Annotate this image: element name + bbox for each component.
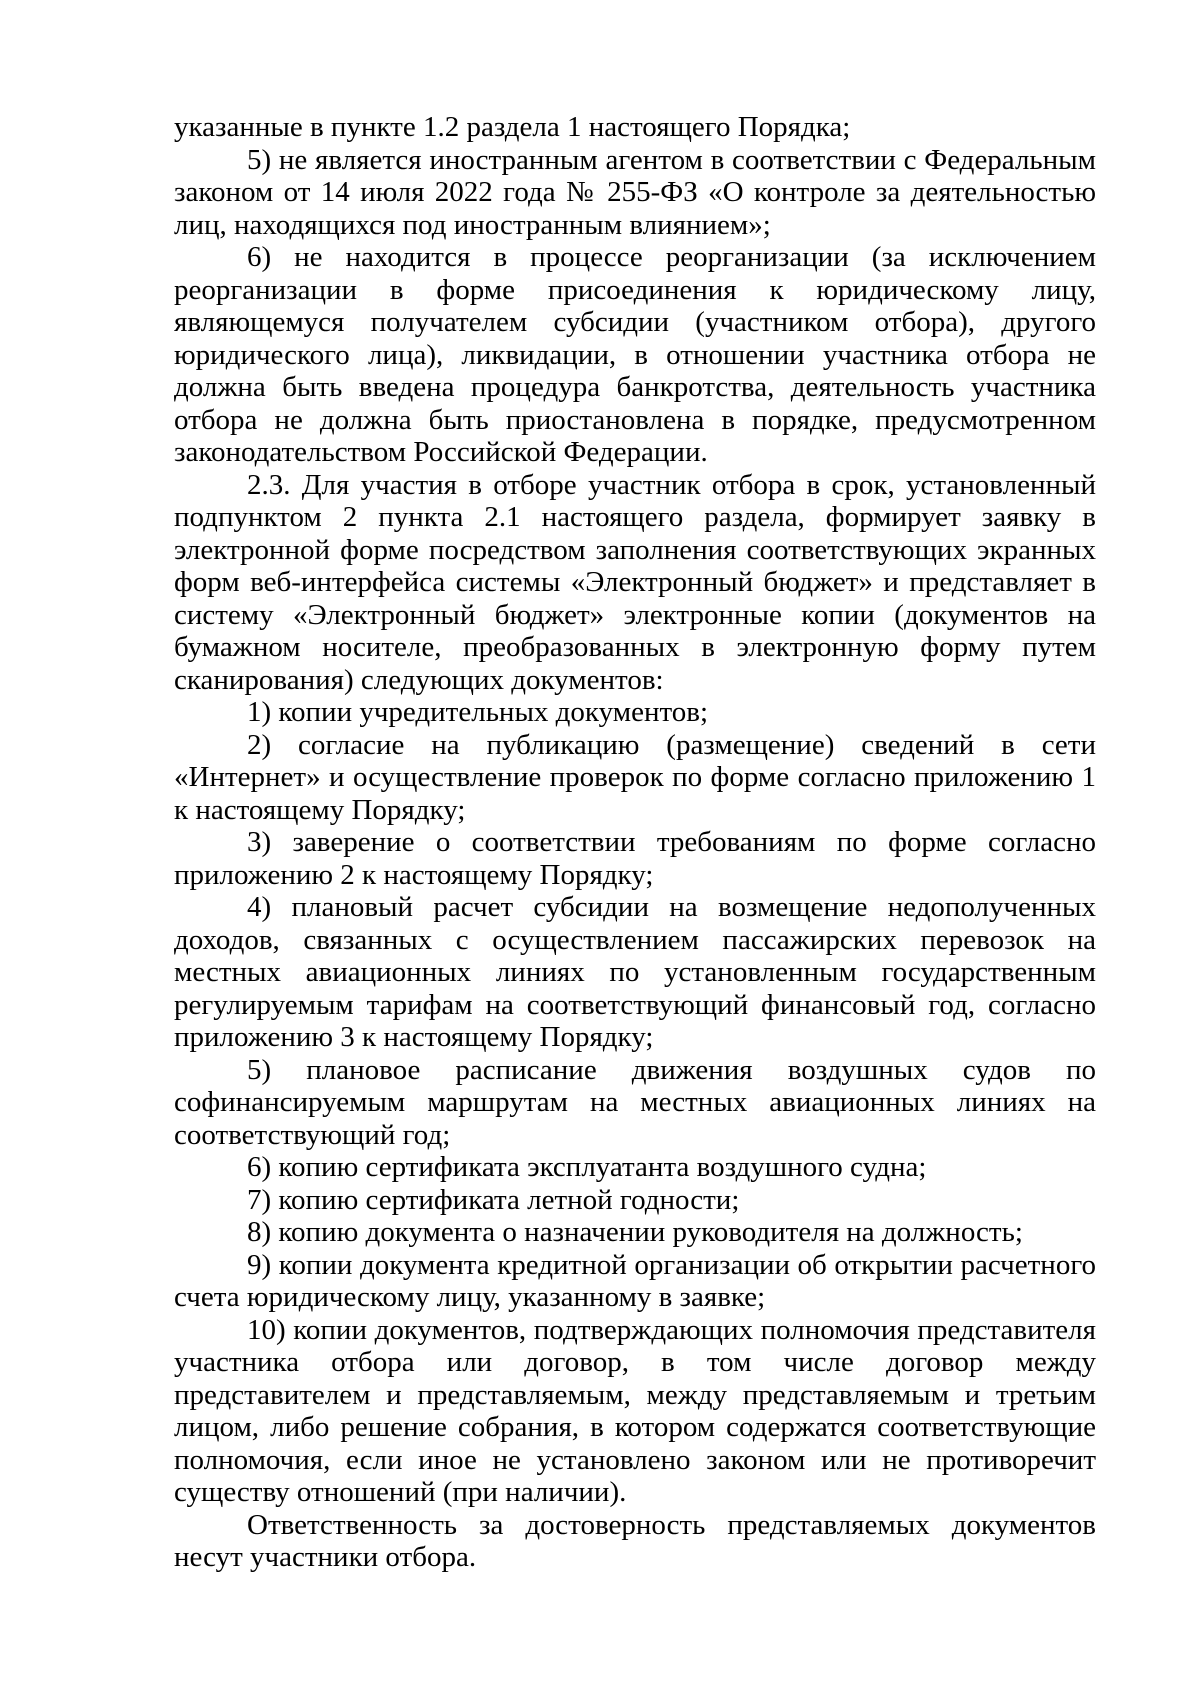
list-item-2: 2) согласие на публикацию (размещение) сведений в сети «Интернет» и осуществление проверок по форме согласно приложению 1 к настоящему Порядку;	[174, 728, 1096, 826]
list-item-5: 5) плановое расписание движения воздушных судов по софинансируемым маршрутам на местных авиационных линиях на соответствующий год;	[174, 1053, 1096, 1151]
list-item-4: 4) плановый расчет субсидии на возмещение недополученных доходов, связанных с осуществлением пассажирских перевозок на местных авиационных линиях по установленным государственным регулируемым тарифам на соответствующий финансовый год, согласно приложению 3 к настоящему Порядку;	[174, 891, 1096, 1053]
list-item-1: 1) копии учредительных документов;	[247, 696, 709, 728]
list-item-3: 3) заверение о соответствии требованиям по форме согласно приложению 2 к настоящему Порядку;	[174, 826, 1096, 891]
paragraph-section-2-3: 2.3. Для участия в отборе участник отбора в срок, установленный подпунктом 2 пункта 2.1 настоящего раздела, формирует заявку в электронной форме посредством заполнения соответствующих экранных форм веб-интерфейса системы «Электронный бюджет» и представляет в систему «Электронный бюджет» электронные копии (документов на бумажном носителе, преобразованных в электронную форму путем сканирования) следующих документов:	[174, 468, 1096, 696]
list-item-10: 10) копии документов, подтверждающих полномочия представителя участника отбора или договор, в том числе договор между представителем и представляемым, между представляемым и третьим лицом, либо решение собрания, в котором содержатся соответствующие полномочия, если иное не установлено законом или не противоречит существу отношений (при наличии).	[174, 1313, 1096, 1508]
paragraph-item-6: 6) не находится в процессе реорганизации (за исключением реорганизации в форме присоединения к юридическому лицу, являющемуся получателем субсидии (участником отбора), другого юридического лица), ликвидации, в отношении участника отбора не должна быть введена процедура банкротства, деятельность участника отбора не должна быть приостановлена в порядке, предусмотренном законодательством Российской Федерации.	[174, 241, 1096, 468]
list-item-8: 8) копию документа о назначении руководителя на должность;	[247, 1216, 1023, 1248]
paragraph-item-5: 5) не является иностранным агентом в соответствии с Федеральным законом от 14 июля 2022 года № 255-ФЗ «О контроле за деятельностью лиц, находящихся под иностранным влиянием»;	[174, 143, 1096, 241]
list-item-7: 7) копию сертификата летной годности;	[247, 1183, 740, 1216]
list-item-9: 9) копии документа кредитной организации об открытии расчетного счета юридическому лицу, указанному в заявке;	[174, 1248, 1096, 1313]
paragraph-responsibility: Ответственность за достоверность представляемых документов несут участники отбора.	[174, 1508, 1096, 1573]
list-item-6: 6) копию сертификата эксплуатанта воздушного судна;	[247, 1151, 927, 1183]
paragraph-continuation: указанные в пункте 1.2 раздела 1 настоящего Порядка;	[174, 111, 851, 143]
